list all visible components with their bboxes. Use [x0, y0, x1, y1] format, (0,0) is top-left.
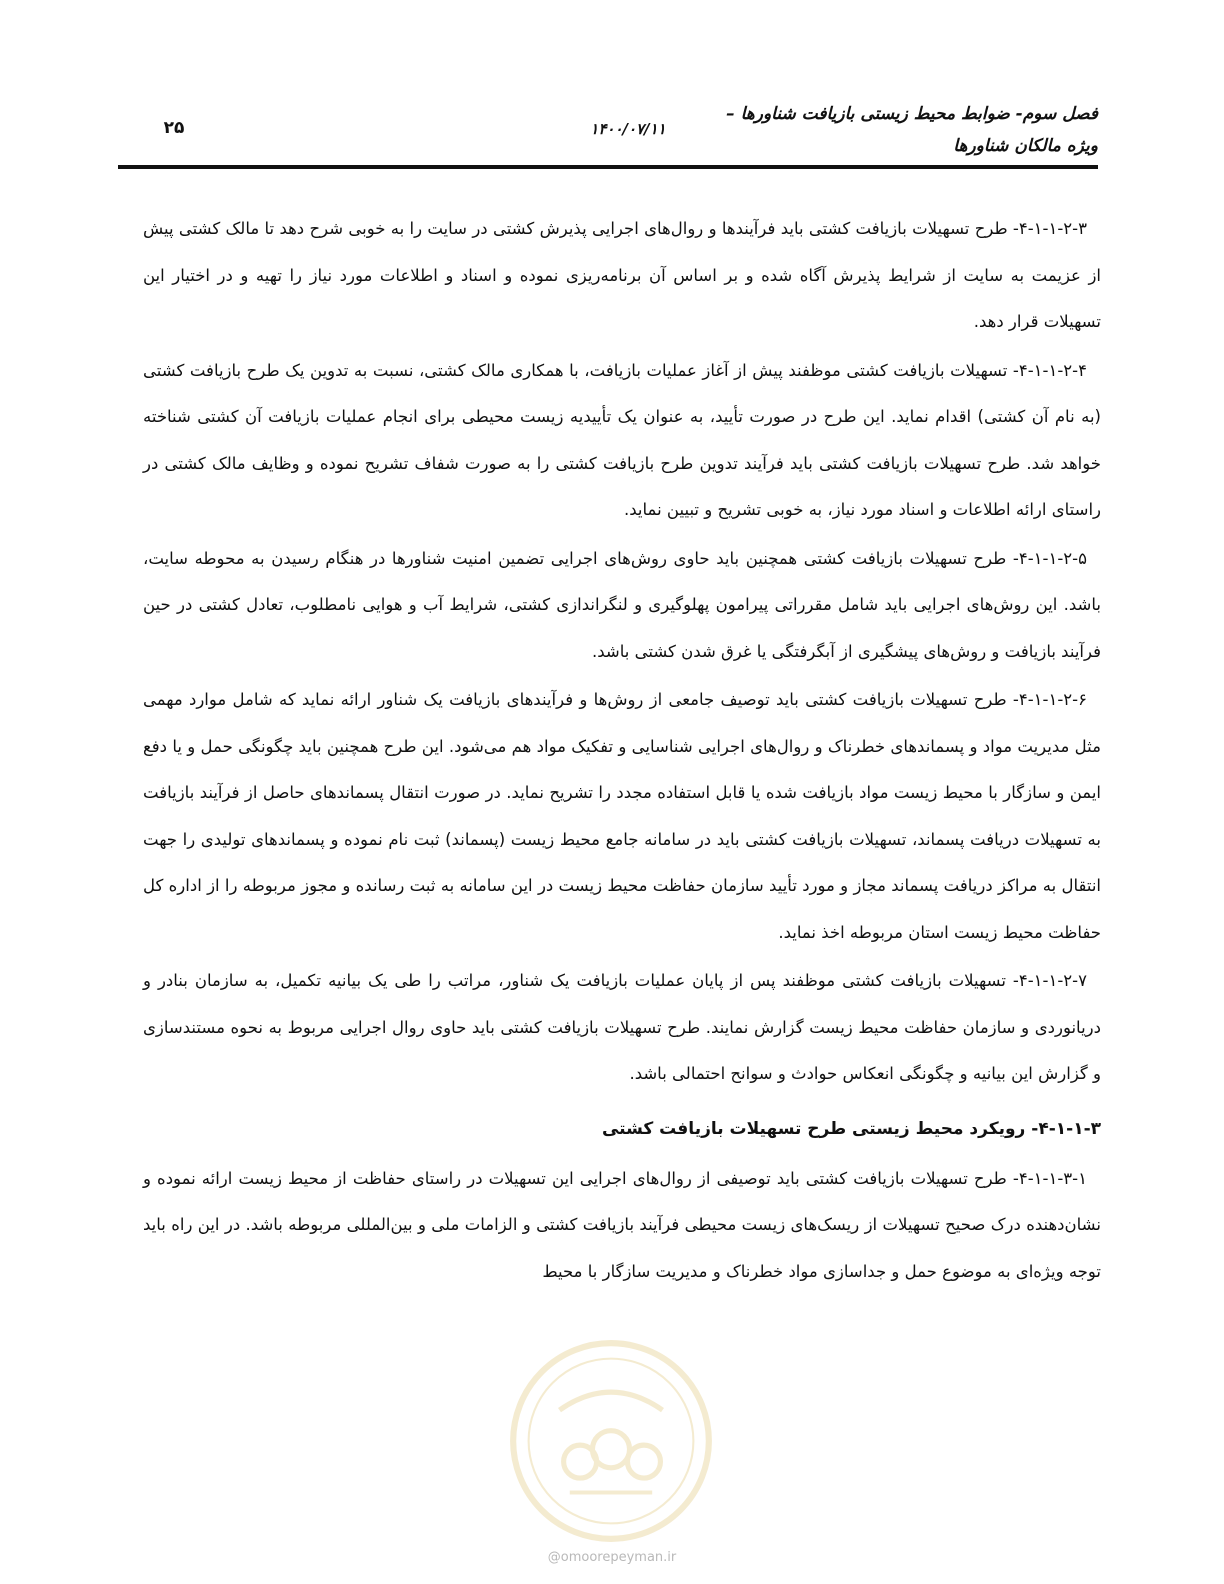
- chapter-title: [678, 98, 1098, 162]
- paragraph-4-1-1-3-1: ۴-۱-۱-۳-۱- طرح تسهیلات بازیافت کشتی باید توصیفی از روال‌های اجرایی این تسهیلات در راستای حفاظت از محیط زیست ارائه نموده و نشان‌دهنده درک صحیح تسهیلات از ریسک‌های زیست محیطی فرآیند بازیافت کشتی و الزامات ملی و بین‌المللی مربوطه باشد. در این راه باید توجه ویژه‌ای به موضوع حمل و جداسازی مواد خطرناک و مدیریت سازگار با محیط: [143, 1168, 1101, 1281]
- body-content: [143, 206, 1101, 1297]
- section-heading: ۴-۱-۱-۳- رویکرد محیط زیستی طرح تسهیلات بازیافت کشتی: [601, 1118, 1101, 1139]
- paragraph-4-1-1-2-7: ۴-۱-۱-۲-۷- تسهیلات بازیافت کشتی موظفند پس از پایان عملیات بازیافت یک شناور، مراتب را طی یک بیانیه تکمیل، به سازمان بنادر و دریانوردی و سازمان حفاظت محیط زیست گزارش نمایند. طرح تسهیلات بازیافت کشتی باید حاوی روال اجرایی مربوط به نحوه مستندسازی و گزارش این بیانیه و چگونگی انعکاس حوادث و سوانح احتمالی باشد.: [143, 971, 1101, 1083]
- header-date: ۱۴۰۰/۰۷/۱۱: [590, 120, 666, 138]
- watermark-seal-icon: [508, 1338, 714, 1544]
- page-number: ۲۵: [163, 118, 185, 138]
- page-header: [118, 92, 1098, 162]
- paragraph-4-1-1-2-5: ۴-۱-۱-۲-۵- طرح تسهیلات بازیافت کشتی همچنین باید حاوی روش‌های اجرایی تضمین امنیت شناورها در هنگام رسیدن به محوطه سایت، باشد. این روش‌های اجرایی باید شامل مقرراتی پیرامون پهلوگیری و لنگراندازی کشتی، شرایط آب و هوایی نامطلوب، تعادل کشتی در حین فرآیند بازیافت و روش‌های پیشگیری از آبگرفتگی یا غرق شدن کشتی باشد.: [143, 548, 1101, 661]
- header-rule: [118, 165, 1098, 169]
- paragraph-4-1-1-2-4: ۴-۱-۱-۲-۴- تسهیلات بازیافت کشتی موظفند پیش از آغاز عملیات بازیافت، با همکاری مالک کشتی، نسبت به تدوین یک طرح بازیافت کشتی (به نام آن کشتی) اقدام نماید. این طرح در صورت تأیید، به عنوان یک تأییدیه زیست محیطی برای انجام عملیات بازیافت آن کشتی شناخته خواهد شد. طرح تسهیلات بازیافت کشتی باید فرآیند تدوین طرح بازیافت کشتی را به صورت شفاف تشریح نموده و وظایف مالک کشتی در راستای ارائه اطلاعات و اسناد مورد نیاز، به خوبی تشریح و تبیین نماید.: [143, 360, 1101, 519]
- paragraph-4-1-1-2-3: ۴-۱-۱-۲-۳- طرح تسهیلات بازیافت کشتی باید فرآیندها و روال‌های اجرایی پذیرش کشتی در سایت را به خوبی شرح دهد تا مالک کشتی پیش از عزیمت به سایت از شرایط پذیرش آگاه شده و بر اساس آن برنامه‌ریزی نموده و اسناد و اطلاعات مورد نیاز را تهیه و در اختیار این تسهیلات قرار دهد.: [143, 219, 1101, 331]
- chapter-title-line2: ویژه مالکان شناورها: [953, 136, 1098, 156]
- chapter-title-line1: فصل سوم- ضوابط محیط زیستی بازیافت شناورها –: [726, 104, 1098, 124]
- paragraph-4-1-1-2-6: ۴-۱-۱-۲-۶- طرح تسهیلات بازیافت کشتی باید توصیف جامعی از روش‌ها و فرآیندهای بازیافت یک شناور ارائه نماید که شامل موارد مهمی مثل مدیریت مواد و پسماندهای خطرناک و روال‌های اجرایی شناسایی و تفکیک مواد هم می‌شود. این طرح همچنین باید چگونگی حمل و یا دفع ایمن و سازگار با محیط زیست مواد بازیافت شده یا قابل استفاده مجدد را تشریح نماید. در صورت انتقال پسماندهای حاصل از فرآیند بازیافت به تسهیلات دریافت پسماند، تسهیلات بازیافت کشتی باید در سامانه جامع محیط زیست (پسماند) ثبت نام نموده و پسماندهای تولیدی را جهت انتقال به مراکز دریافت پسماند مجاز و مورد تأیید سازمان حفاظت محیط زیست در این سامانه به ثبت رسانده و مجوز مربوطه را از اداره کل حفاظت محیط زیست استان مربوطه اخذ نماید.: [143, 690, 1101, 942]
- watermark-url: @omoorepeyman.ir: [547, 1550, 677, 1565]
